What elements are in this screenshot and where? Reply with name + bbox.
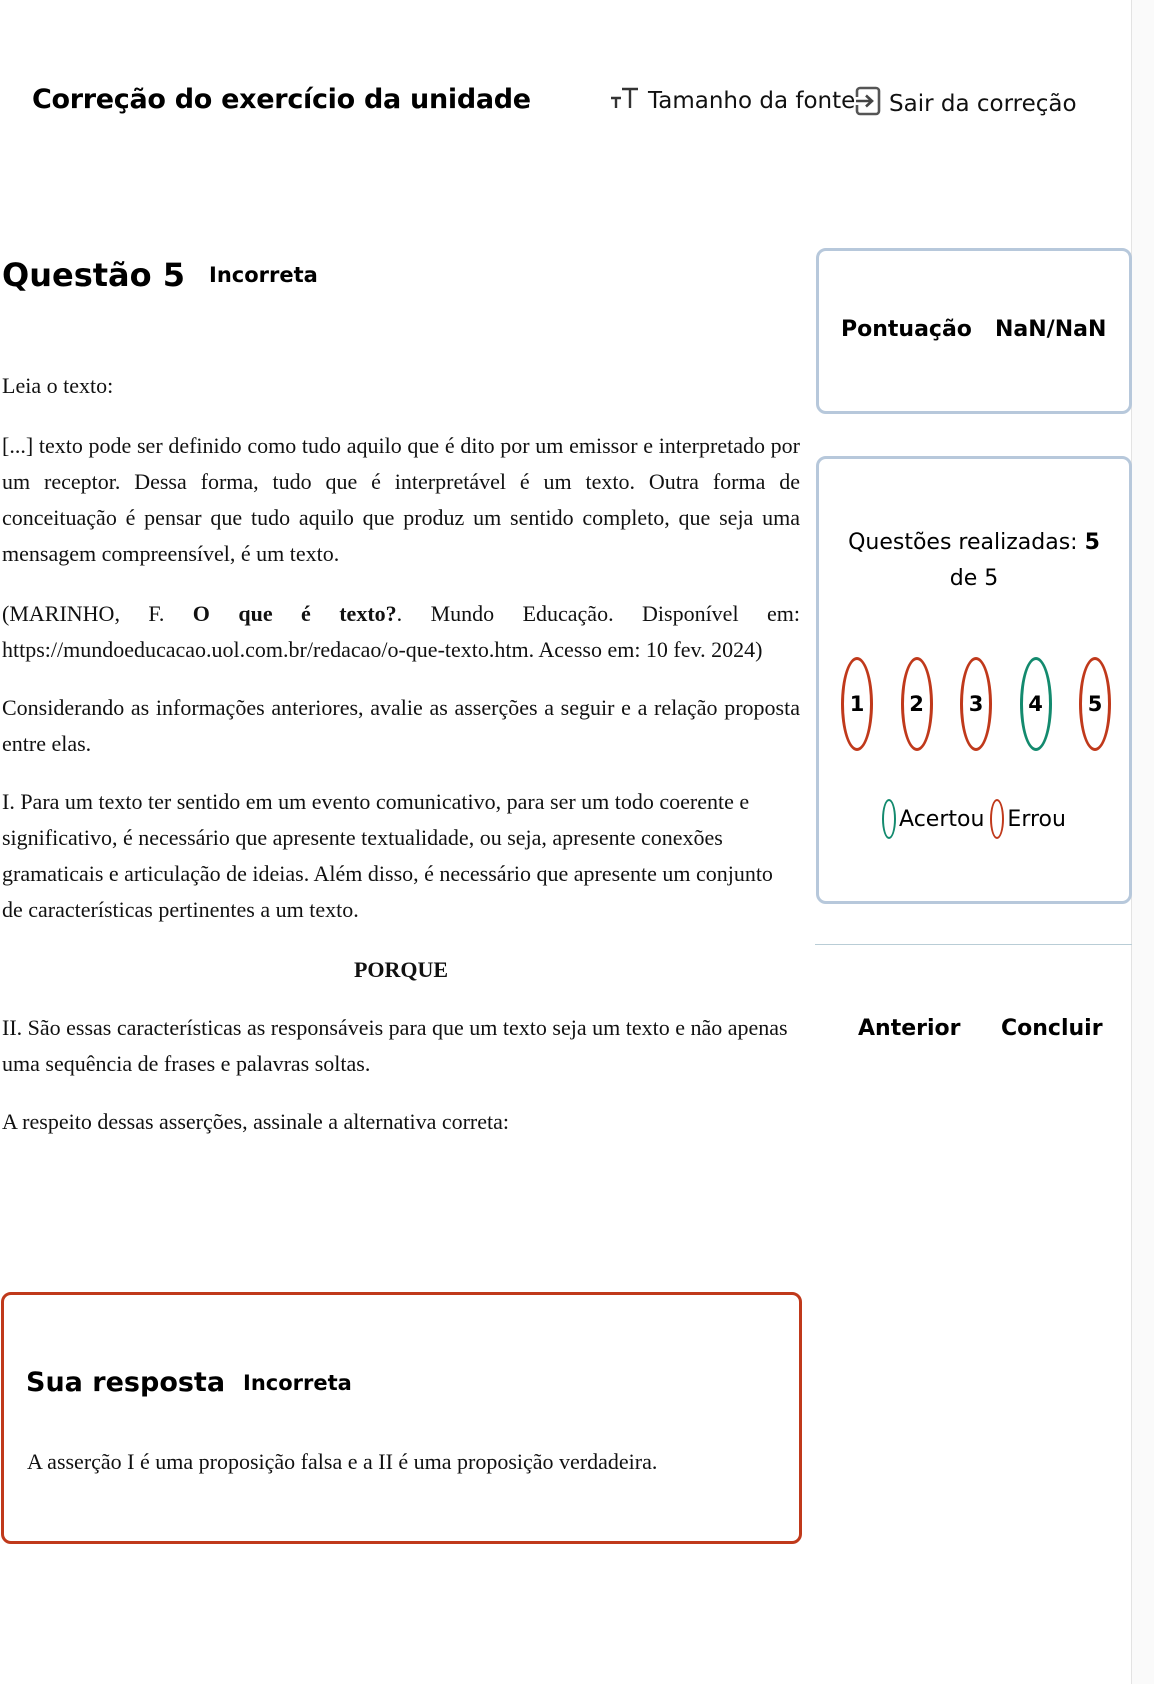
correct-ellipse-icon xyxy=(882,799,896,839)
result-legend xyxy=(819,799,1129,839)
your-answer-title: Sua resposta xyxy=(26,1367,226,1398)
questions-done-total: de 5 xyxy=(949,566,999,591)
question-bubbles xyxy=(841,657,1111,751)
previous-button[interactable]: Anterior xyxy=(858,1016,961,1041)
wrong-ellipse-icon xyxy=(990,799,1004,839)
page-title: Correção do exercício da unidade xyxy=(32,84,531,115)
legend-correct xyxy=(882,799,984,839)
assertion-connector: PORQUE xyxy=(353,957,449,982)
your-answer-text: A asserção I é uma proposição falsa e a II é uma proposição verdadeira. xyxy=(27,1449,658,1474)
citation-title: O que é texto? xyxy=(192,601,397,626)
exit-arrow-icon xyxy=(855,86,881,122)
assertion-2: II. São essas características as responsáveis para que um texto seja um texto e não apenas uma sequência de frases e palavras soltas. xyxy=(2,1015,788,1076)
exit-correction-label: Sair da correção xyxy=(889,91,1077,117)
question-bubble-3[interactable]: 3 xyxy=(960,657,992,751)
score-card xyxy=(816,248,1132,414)
sidebar-divider xyxy=(815,944,1132,945)
question-bubble-2[interactable]: 2 xyxy=(901,657,933,751)
scrollbar-track[interactable] xyxy=(1131,0,1154,1684)
question-prompt: A respeito dessas asserções, assinale a alternativa correta: xyxy=(2,1109,510,1134)
question-intro: Leia o texto: xyxy=(2,373,114,398)
page-header xyxy=(0,0,1130,200)
questions-done-text xyxy=(819,525,1129,597)
question-bubble-4[interactable]: 4 xyxy=(1020,657,1052,751)
your-answer-card xyxy=(1,1292,802,1544)
question-quote: [...] texto pode ser definido como tudo aquilo que é dito por um emissor e interpretado por um receptor. Dessa forma, tudo que é interpretável é um texto. Outra forma de conceituação é pensar que tudo aquilo que produz um sentido completo, que seja uma mensagem compreensível, é um texto. xyxy=(2,433,800,566)
citation-prefix: (MARINHO, F. xyxy=(2,601,193,626)
question-citation xyxy=(2,596,800,668)
legend-correct-label: Acertou xyxy=(899,806,985,832)
question-status-badge: Incorreta xyxy=(209,263,318,287)
font-size-button[interactable] xyxy=(610,86,855,116)
score-value: NaN/NaN xyxy=(995,317,1107,342)
citation-suffix: . Mundo Educação. Disponível em: https://mundoeducacao.uol.com.br/redacao/o-que-texto.htm. Acesso em: 10 fev. 2024) xyxy=(2,601,800,662)
your-answer-status-badge: Incorreta xyxy=(243,1371,352,1395)
score-label: Pontuação xyxy=(841,317,972,342)
progress-card xyxy=(816,456,1132,904)
font-size-label: Tamanho da fonte xyxy=(648,88,856,114)
questions-done-count: 5 xyxy=(1084,530,1100,555)
question-body xyxy=(2,368,800,1140)
assertion-1: I. Para um texto ter sentido em um evento comunicativo, para ser um todo coerente e significativo, é necessário que apresente textualidade, ou seja, apresente conexões gramaticais e articulação de ideias. Além disso, é necessário que apresente um conjunto de características pertinentes a um texto. xyxy=(2,789,773,922)
question-bubble-1[interactable]: 1 xyxy=(841,657,873,751)
finish-button[interactable]: Concluir xyxy=(1001,1016,1103,1041)
question-instruction: Considerando as informações anteriores, avalie as asserções a seguir e a relação proposta entre elas. xyxy=(2,695,800,756)
questions-done-prefix: Questões realizadas: xyxy=(848,530,1085,555)
question-title: Questão 5 xyxy=(2,256,186,294)
legend-wrong-label: Errou xyxy=(1007,806,1066,832)
text-size-icon xyxy=(610,86,640,116)
question-bubble-5[interactable]: 5 xyxy=(1079,657,1111,751)
exit-correction-button[interactable] xyxy=(855,86,1077,122)
legend-wrong xyxy=(990,799,1066,839)
